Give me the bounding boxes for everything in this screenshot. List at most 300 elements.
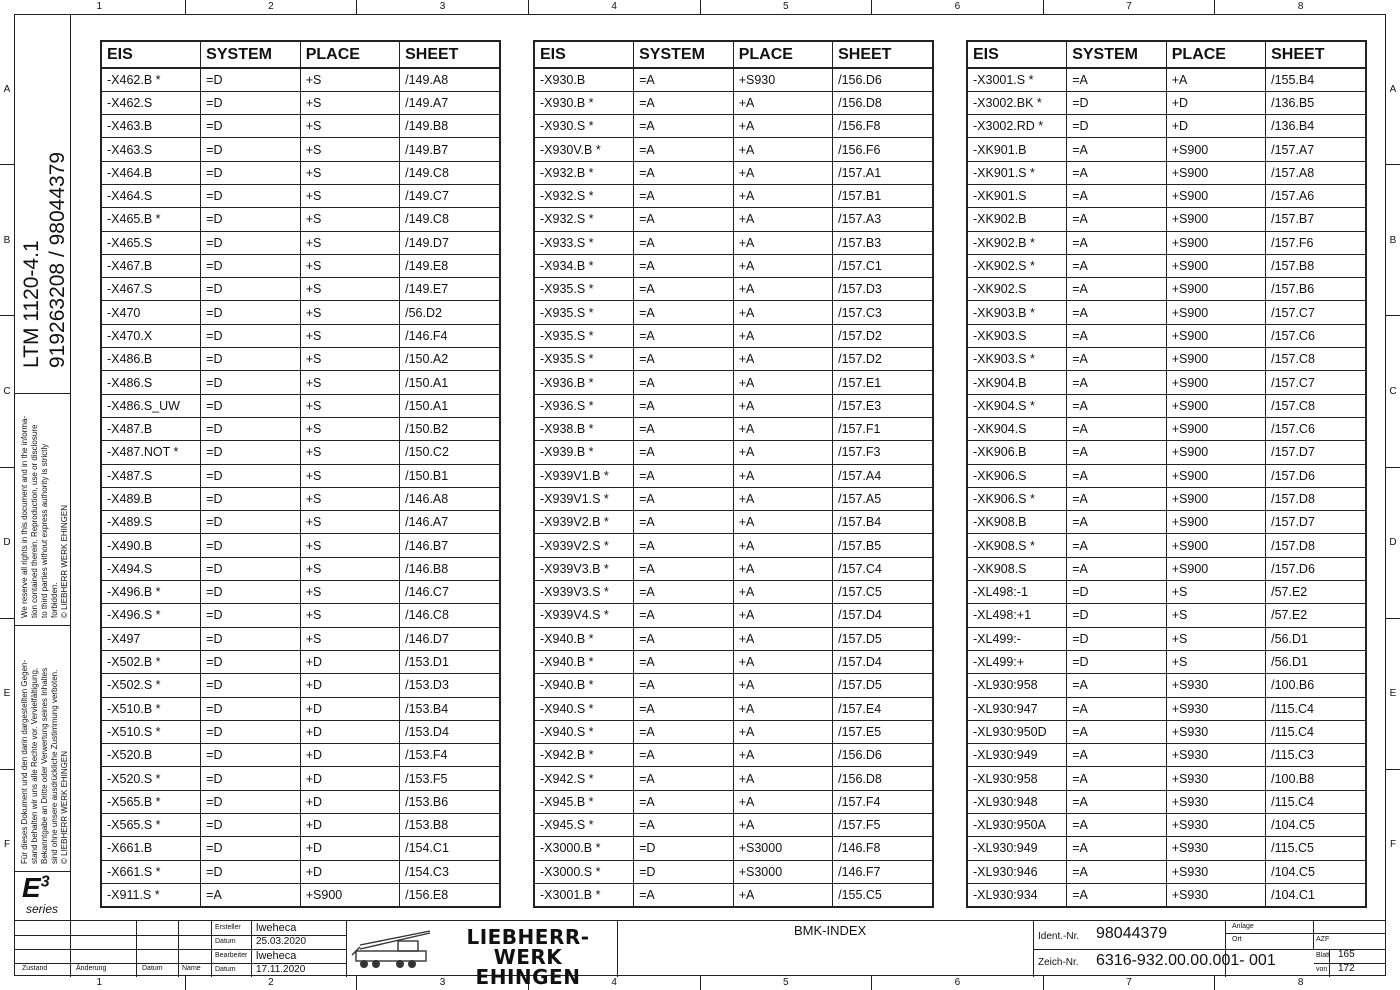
table-row [967,650,1366,673]
grid-row-right-F: F [1386,769,1400,920]
cell-eis: -X939V2.S * [534,534,634,557]
cell-sheet: /155.C5 [833,883,933,906]
grid-row-right-D: D [1386,467,1400,618]
table-row [967,744,1366,767]
cell-place: +A [733,534,832,557]
cell-place: +S [300,348,399,371]
table-row [101,487,500,510]
cell-sheet: /153.D3 [400,674,500,697]
cell-sheet: /146.A8 [400,487,500,510]
table-row [967,487,1366,510]
table-row [101,324,500,347]
table-row [534,68,933,91]
table-row [101,557,500,580]
cell-place: +S930 [1166,674,1265,697]
table-row [967,557,1366,580]
grid-col-top-6: 6 [871,0,1043,14]
cell-place: +D [300,674,399,697]
table-row [101,627,500,650]
cell-system: =A [634,278,734,301]
cell-system: =D [201,324,301,347]
cell-sheet: /157.E4 [833,697,933,720]
cell-place: +S900 [1166,324,1265,347]
cell-place: +S [300,604,399,627]
cell-place: +S [300,91,399,114]
cell-system: =A [201,883,301,906]
cell-place: +S [300,208,399,231]
table-row [534,790,933,813]
cell-place: +S930 [1166,744,1265,767]
cell-eis: -X470 [101,301,201,324]
table-row [101,744,500,767]
cell-sheet: /157.A1 [833,161,933,184]
cell-eis: -XL930:950A [967,814,1067,837]
cell-system: =D [201,161,301,184]
table-row [101,581,500,604]
cell-system: =A [634,883,734,906]
cell-system: =A [1067,371,1167,394]
table-row [534,627,933,650]
cell-place: +A [733,557,832,580]
table-row [967,208,1366,231]
table-row [101,161,500,184]
blatt-label: Blatt [1316,952,1331,959]
cell-system: =D [201,254,301,277]
table-header-row [967,41,1366,68]
cell-place: +S [300,254,399,277]
table-row [101,68,500,91]
cell-eis: -X935.S * [534,324,634,347]
cell-sheet: /100.B6 [1266,674,1366,697]
cell-place: +S [300,161,399,184]
cell-system: =A [634,767,734,790]
table-row [967,767,1366,790]
aenderung-label: Änderung [76,965,107,972]
cell-eis: -X945.B * [534,790,634,813]
cell-eis: -XK903.S * [967,348,1067,371]
cell-eis: -XK903.S [967,324,1067,347]
cell-eis: -X565.S * [101,814,201,837]
cell-sheet: /157.E1 [833,371,933,394]
cell-sheet: /157.B3 [833,231,933,254]
column-header-sheet: SHEET [833,41,933,68]
column-header-place: PLACE [300,41,399,68]
cell-sheet: /157.D5 [833,627,933,650]
cell-place: +S [1166,650,1265,673]
table-row [101,511,500,534]
cell-eis: -X940.B * [534,674,634,697]
cell-system: =A [634,604,734,627]
cell-place: +A [733,697,832,720]
cell-system: =A [1067,674,1167,697]
cell-system: =D [201,278,301,301]
cell-eis: -X940.S * [534,720,634,743]
cell-place: +A [733,161,832,184]
cell-system: =A [634,674,734,697]
cell-eis: -XL930:934 [967,883,1067,906]
table-row [967,68,1366,91]
cell-sheet: /150.B1 [400,464,500,487]
cell-eis: -X502.B * [101,650,201,673]
cell-sheet: /115.C4 [1266,790,1366,813]
table-row [101,604,500,627]
table-row [534,744,933,767]
cell-system: =D [201,464,301,487]
cell-system: =D [201,650,301,673]
cell-eis: -X464.S [101,184,201,207]
zustand-label: Zustand [22,965,48,972]
table-row [967,697,1366,720]
table-row [967,91,1366,114]
cell-system: =A [634,161,734,184]
cell-system: =A [634,650,734,673]
cell-sheet: /157.A4 [833,464,933,487]
cell-sheet: /104.C5 [1266,860,1366,883]
cell-place: +D [300,650,399,673]
cell-sheet: /157.B7 [1266,208,1366,231]
cell-place: +S [300,464,399,487]
cell-place: +S900 [1166,534,1265,557]
cell-place: +A [733,604,832,627]
cell-place: +A [733,511,832,534]
cell-sheet: /157.C7 [1266,371,1366,394]
table-row [534,697,933,720]
grid-row-left-F: F [0,769,14,920]
cell-sheet: /156.D6 [833,68,933,91]
cell-place: +S [300,417,399,440]
cell-eis: -X942.S * [534,767,634,790]
cell-sheet: /157.D4 [833,650,933,673]
cell-sheet: /149.C7 [400,184,500,207]
table-row [967,184,1366,207]
datum1-label: Datum [215,938,236,945]
table-row [101,767,500,790]
cell-system: =A [1067,208,1167,231]
cell-system: =D [201,68,301,91]
ersteller-label: Ersteller [215,924,241,931]
cell-sheet: /56.D2 [400,301,500,324]
cell-place: +S930 [1166,720,1265,743]
table-row [967,464,1366,487]
table-row [967,511,1366,534]
grid-col-bottom-6: 6 [871,976,1043,990]
table-row [967,790,1366,813]
cell-place: +S930 [733,68,832,91]
table-row [534,161,933,184]
table-row [101,534,500,557]
cell-system: =D [634,837,734,860]
grid-col-bottom-8: 8 [1214,976,1386,990]
grid-row-left-A: A [3,83,11,95]
cell-sheet: /157.D7 [1266,441,1366,464]
cell-sheet: /153.D4 [400,720,500,743]
cell-system: =D [1067,627,1167,650]
cell-eis: -X520.S * [101,767,201,790]
anlage-label: Anlage [1232,923,1254,930]
cell-eis: -XK903.B * [967,301,1067,324]
left-row-letters [0,14,14,920]
grid-col-top-3: 3 [356,0,528,14]
cell-sheet: /157.F4 [833,790,933,813]
cell-system: =A [634,301,734,324]
cell-place: +A [733,674,832,697]
column-header-system: SYSTEM [201,41,301,68]
cell-sheet: /157.B6 [1266,278,1366,301]
table-row [101,208,500,231]
table-row [534,534,933,557]
bmk-table-3 [966,40,1367,908]
cell-place: +S [300,231,399,254]
cell-place: +A [733,278,832,301]
cell-system: =D [634,860,734,883]
cell-system: =A [1067,464,1167,487]
cell-eis: -XL930:958 [967,767,1067,790]
cell-eis: -X945.S * [534,814,634,837]
cell-place: +S [300,581,399,604]
cell-system: =D [201,557,301,580]
cell-place: +D [300,814,399,837]
cell-eis: -XK902.B * [967,231,1067,254]
cell-eis: -XK908.S [967,557,1067,580]
cell-place: +A [733,348,832,371]
column-header-place: PLACE [1166,41,1265,68]
cell-place: +S [300,278,399,301]
cell-system: =A [634,557,734,580]
cell-place: +S [300,138,399,161]
cell-eis: -XK906.S * [967,487,1067,510]
cell-system: =A [634,371,734,394]
cell-sheet: /157.A6 [1266,184,1366,207]
ersteller-value: lweheca [256,922,297,934]
cell-sheet: /56.D1 [1266,627,1366,650]
cell-eis: -XL498:-1 [967,581,1067,604]
cell-sheet: /157.C1 [833,254,933,277]
cell-place: +S [1166,581,1265,604]
cell-place: +A [733,627,832,650]
cell-place: +A [733,208,832,231]
table-row [534,674,933,697]
cell-eis: -XK901.B [967,138,1067,161]
cell-sheet: /157.C6 [1266,417,1366,440]
cell-sheet: /149.A8 [400,68,500,91]
cell-eis: -X930.B * [534,91,634,114]
grid-col-top-4: 4 [528,0,700,14]
cell-system: =A [634,441,734,464]
von-value: 172 [1338,963,1355,974]
table-row [534,487,933,510]
bmk-table-1 [100,40,501,908]
table-row [101,115,500,138]
table-row [967,161,1366,184]
cell-system: =D [201,208,301,231]
cell-sheet: /115.C3 [1266,744,1366,767]
cell-system: =A [1067,697,1167,720]
title-block [14,920,1386,989]
cell-system: =A [1067,790,1167,813]
table-row [534,184,933,207]
cell-sheet: /157.C3 [833,301,933,324]
cell-eis: -X463.B [101,115,201,138]
grid-row-left-B: B [0,164,14,315]
cell-sheet: /149.D7 [400,231,500,254]
datum2-label: Datum [215,966,236,973]
sidebar-copyright-en-block [14,394,71,626]
cell-place: +S [1166,604,1265,627]
cell-eis: -X565.B * [101,790,201,813]
cell-place: +A [733,464,832,487]
grid-row-left-C: C [0,315,14,466]
cell-place: +S [300,371,399,394]
cell-system: =A [1067,184,1167,207]
table-header-row [101,41,500,68]
cell-sheet: /56.D1 [1266,650,1366,673]
table-row [101,91,500,114]
table-row [101,883,500,906]
column-header-eis: EIS [101,41,201,68]
cell-place: +A [733,394,832,417]
cell-sheet: /157.A7 [1266,138,1366,161]
e3-logo: $E^3$ [22,872,50,903]
cell-eis: -XK908.B [967,511,1067,534]
cell-sheet: /104.C1 [1266,883,1366,906]
cell-system: =A [1067,511,1167,534]
cell-sheet: /153.F4 [400,744,500,767]
cell-place: +S [300,394,399,417]
cell-sheet: /156.F8 [833,115,933,138]
cell-place: +A [733,767,832,790]
cell-sheet: /136.B4 [1266,115,1366,138]
cell-system: =A [1067,301,1167,324]
cell-place: +A [733,720,832,743]
table-row [101,860,500,883]
cell-sheet: /146.B7 [400,534,500,557]
cell-system: =A [1067,744,1167,767]
document-title: BMK-INDEX [794,923,867,938]
table-row [101,650,500,673]
cell-system: =A [634,534,734,557]
cell-sheet: /146.D7 [400,627,500,650]
table-row [534,441,933,464]
table-row [967,883,1366,906]
cell-eis: -X489.B [101,487,201,510]
table-row [101,394,500,417]
cell-system: =D [201,744,301,767]
cell-place: +S900 [1166,464,1265,487]
cell-sheet: /157.D5 [833,674,933,697]
cell-eis: -X930.S * [534,115,634,138]
cell-eis: -X497 [101,627,201,650]
sidebar [14,14,71,920]
cell-eis: -XK901.S * [967,161,1067,184]
drawing-numbers: 919263208 / 98044379 [46,151,69,368]
cell-eis: -X930V.B * [534,138,634,161]
sidebar-copyright-de-block [14,626,71,872]
cell-place: +S [300,324,399,347]
cell-eis: -XK906.B [967,441,1067,464]
cell-sheet: /115.C5 [1266,837,1366,860]
table-row [534,254,933,277]
grid-col-bottom-1: 1 [96,977,103,988]
cell-place: +S900 [1166,231,1265,254]
cell-eis: -X489.S [101,511,201,534]
cell-system: =D [201,441,301,464]
cell-system: =D [201,231,301,254]
table-row [534,604,933,627]
cell-eis: -X467.S [101,278,201,301]
cell-system: =D [201,348,301,371]
cell-sheet: /153.B8 [400,814,500,837]
cell-place: +A [733,814,832,837]
table-row [967,837,1366,860]
cell-system: =A [1067,348,1167,371]
table-row [967,394,1366,417]
cell-eis: -X939V3.B * [534,557,634,580]
cell-eis: -X464.B [101,161,201,184]
cell-place: +D [300,767,399,790]
table-row [534,650,933,673]
cell-sheet: /153.B4 [400,697,500,720]
table-row [101,790,500,813]
cell-system: =D [201,790,301,813]
cell-eis: -X661.B [101,837,201,860]
datum1-value: 25.03.2020 [256,936,307,947]
cell-sheet: /157.C5 [833,581,933,604]
cell-eis: -X3001.B * [534,883,634,906]
cell-sheet: /149.E8 [400,254,500,277]
cell-sheet: /157.D6 [1266,557,1366,580]
cell-sheet: /157.C8 [1266,348,1366,371]
cell-system: =A [634,324,734,347]
cell-eis: -X661.S * [101,860,201,883]
table-row [534,860,933,883]
table-row [967,627,1366,650]
cell-sheet: /57.E2 [1266,581,1366,604]
cell-system: =A [634,487,734,510]
cell-sheet: /115.C4 [1266,720,1366,743]
cell-sheet: /146.F8 [833,837,933,860]
grid-col-top-8: 8 [1214,0,1386,14]
cell-system: =D [201,301,301,324]
cell-place: +S900 [1166,441,1265,464]
cell-system: =A [634,627,734,650]
cell-place: +A [733,650,832,673]
cell-sheet: /157.C7 [1266,301,1366,324]
cell-sheet: /157.B4 [833,511,933,534]
cell-place: +D [1166,115,1265,138]
cell-system: =D [201,138,301,161]
cell-sheet: /157.D3 [833,278,933,301]
table-row [101,184,500,207]
table-row [101,417,500,440]
table-row [101,837,500,860]
cell-place: +S900 [1166,301,1265,324]
cell-sheet: /157.D7 [1266,511,1366,534]
table-row [967,231,1366,254]
cell-eis: -XL499:- [967,627,1067,650]
cell-place: +S930 [1166,790,1265,813]
cell-place: +S900 [1166,254,1265,277]
cell-sheet: /57.E2 [1266,604,1366,627]
cell-eis: -X490.B [101,534,201,557]
table-row [534,394,933,417]
cell-eis: -X939V1.B * [534,464,634,487]
table-row [534,883,933,906]
cell-place: +S930 [1166,883,1265,906]
ort-label: Ort [1232,936,1242,943]
table-row [534,417,933,440]
cell-eis: -X3000.B * [534,837,634,860]
e3-series-label: series [26,902,59,916]
